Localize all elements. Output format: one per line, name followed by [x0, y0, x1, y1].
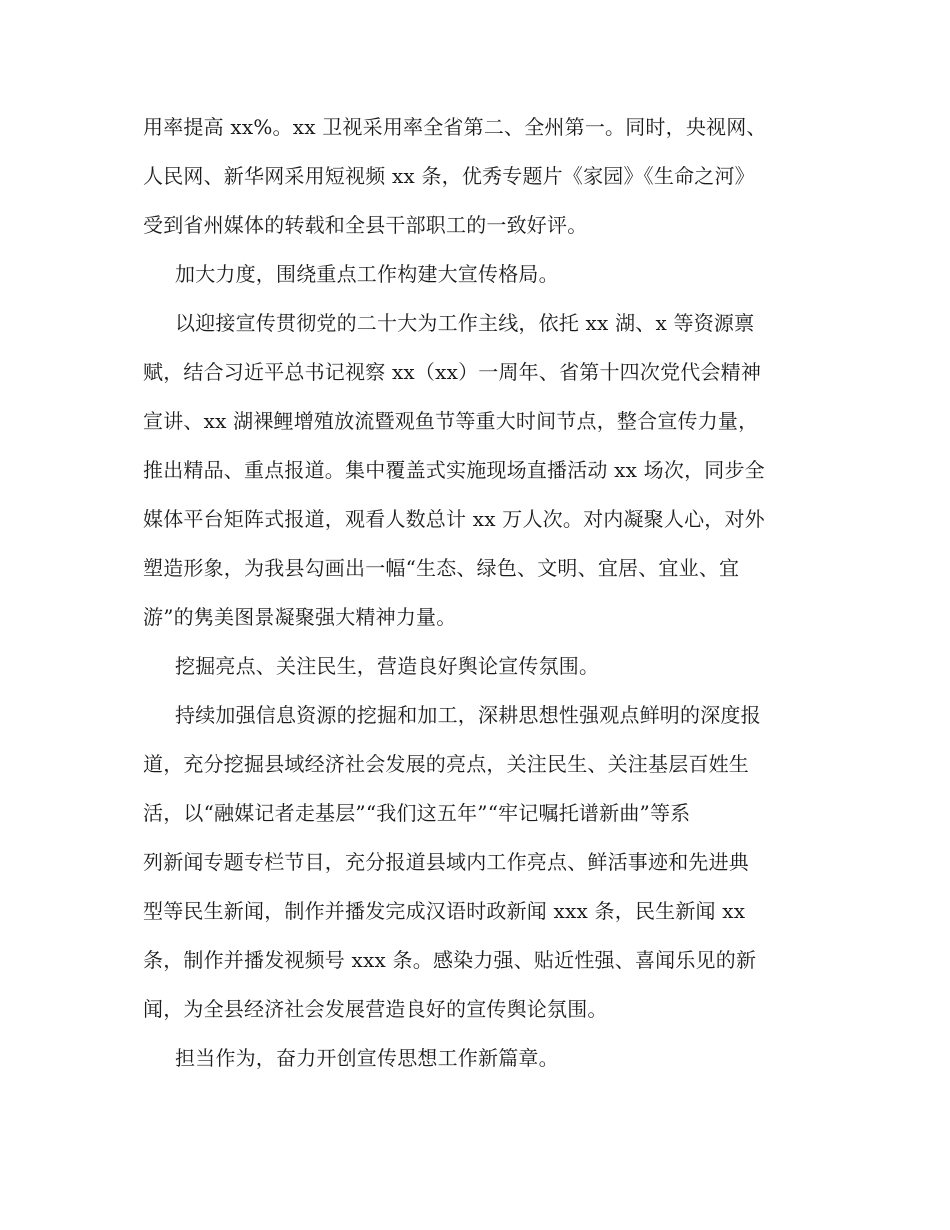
paragraph-line: 人民网、新华网采用短视频 xx 条，优秀专题片《家园》《生命之河》: [143, 164, 755, 188]
paragraph-line: 持续加强信息资源的挖掘和加工，深耕思想性强观点鲜明的深度报: [175, 703, 761, 727]
paragraph-line: 受到省州媒体的转载和全县干部职工的一致好评。: [143, 213, 588, 237]
section-heading: 加大力度，围绕重点工作构建大宣传格局。: [175, 262, 559, 286]
paragraph-line: 以迎接宣传贯彻党的二十大为工作主线，依托 xx 湖、x 等资源禀: [175, 311, 755, 335]
paragraph-line: 宣讲、xx 湖裸鲤增殖放流暨观鱼节等重大时间节点，整合宣传力量，: [143, 409, 759, 433]
paragraph-line: 用率提高 xx%。xx 卫视采用率全省第二、全州第一。同时，央视网、: [143, 115, 767, 139]
paragraph-line: 游”的隽美图景凝聚强大精神力量。: [143, 605, 457, 629]
paragraph-line: 推出精品、重点报道。集中覆盖式实施现场直播活动 xx 场次，同步全: [143, 458, 765, 482]
paragraph-line: 活，以“融媒记者走基层”“我们这五年”“牢记嘱托谱新曲”等系: [143, 801, 691, 825]
paragraph-line: 塑造形象，为我县勾画出一幅“生态、绿色、文明、宜居、宜业、宜: [143, 556, 740, 580]
paragraph-line: 媒体平台矩阵式报道，观看人数总计 xx 万人次。对内凝聚人心，对外: [143, 507, 765, 531]
section-heading: 挖掘亮点、关注民生，营造良好舆论宣传氛围。: [175, 654, 600, 678]
paragraph-line: 赋，结合习近平总书记视察 xx（xx）一周年、省第十四次党代会精神: [143, 360, 762, 384]
paragraph-line: 道，充分挖掘县域经济社会发展的亮点，关注民生、关注基层百姓生: [143, 752, 749, 776]
paragraph-line: 列新闻专题专栏节目，充分报道县域内工作亮点、鲜活事迹和先进典: [143, 850, 749, 874]
paragraph-line: 条，制作并播发视频号 xxx 条。感染力强、贴近性强、喜闻乐见的新: [143, 948, 757, 972]
section-heading: 担当作为，奋力开创宣传思想工作新篇章。: [175, 1046, 559, 1070]
paragraph-line: 闻，为全县经济社会发展营造良好的宣传舆论氛围。: [143, 997, 608, 1021]
paragraph-line: 型等民生新闻，制作并播发完成汉语时政新闻 xxx 条，民生新闻 xx: [143, 899, 746, 923]
